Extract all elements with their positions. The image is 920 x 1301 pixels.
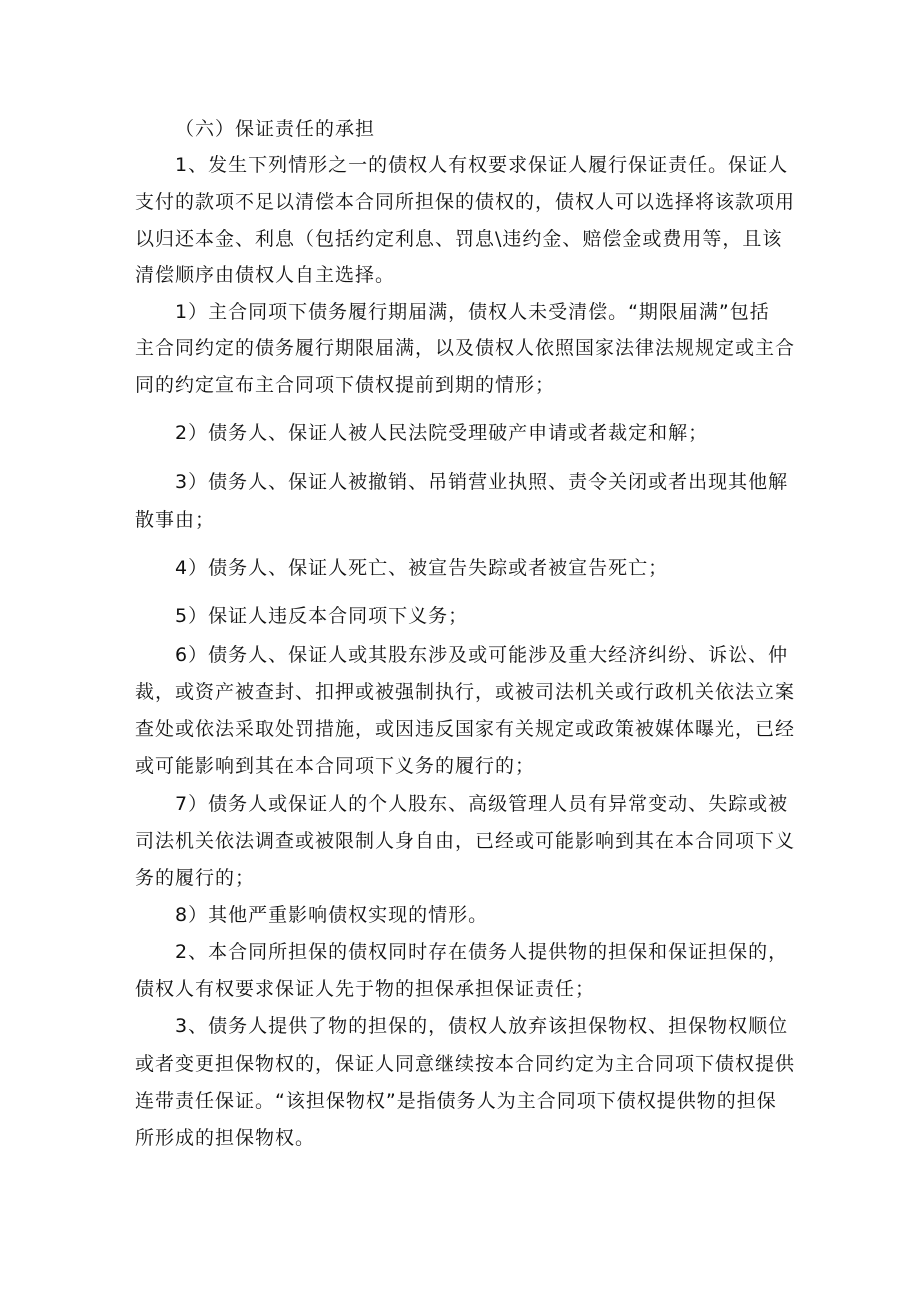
text-line: 所形成的担保物权。 [135,1127,316,1149]
text-line: 8）其他严重影响债权实现的情形。 [175,904,489,926]
text-line: 散事由； [135,509,216,531]
text-line: 3、债务人提供了物的担保的，债权人放弃该担保物权、担保物权顺位 [175,1015,789,1037]
text-line: 1、发生下列情形之一的债权人有权要求保证人履行保证责任。保证人 [175,154,789,176]
text-line: 2）债务人、保证人被人民法院受理破产申请或者裁定和解； [175,422,709,444]
text-line: 2、本合同所担保的债权同时存在债务人提供物的担保和保证担保的， [175,941,789,963]
text-line: 7）债务人或保证人的个人股东、高级管理人员有异常变动、失踪或被 [175,793,789,815]
text-line: 清偿顺序由债权人自主选择。 [135,264,396,286]
text-line: 或者变更担保物权的，保证人同意继续按本合同约定为主合同项下债权提供 [135,1053,796,1075]
text-line: 裁，或资产被查封、扣押或被强制执行，或被司法机关或行政机关依法立案 [135,681,796,703]
text-line: 债权人有权要求保证人先于物的担保承担保证责任； [135,978,596,1000]
text-line: 主合同约定的债务履行期限届满，以及债权人依照国家法律法规规定或主合 [135,337,796,359]
text-line: 同的约定宣布主合同项下债权提前到期的情形； [135,374,556,396]
text-line: 支付的款项不足以清偿本合同所担保的债权的，债权人可以选择将该款项用 [135,191,796,213]
text-line: 5）保证人违反本合同项下义务； [175,605,469,627]
text-line: 司法机关依法调查或被限制人身自由，已经或可能影响到其在本合同项下义 [135,830,796,852]
text-line: （六）保证责任的承担 [175,118,376,140]
text-line: 务的履行的； [135,867,256,889]
text-line: 查处或依法采取处罚措施，或因违反国家有关规定或政策被媒体曝光，已经 [135,718,796,740]
text-line: 6）债务人、保证人或其股东涉及或可能涉及重大经济纠纷、诉讼、仲 [175,644,789,666]
text-line: 4）债务人、保证人死亡、被宣告失踪或者被宣告死亡； [175,557,669,579]
text-line: 1）主合同项下债务履行期届满，债权人未受清偿。“期限届满”包括 [175,301,770,323]
text-line: 3）债务人、保证人被撤销、吊销营业执照、责令关闭或者出现其他解 [175,471,789,493]
text-line: 连带责任保证。“该担保物权”是指债务人为主合同项下债权提供物的担保 [135,1090,777,1112]
text-line: 以归还本金、利息（包括约定利息、罚息\违约金、赔偿金或费用等，且该 [135,228,783,250]
text-line: 或可能影响到其在本合同项下义务的履行的； [135,755,536,777]
